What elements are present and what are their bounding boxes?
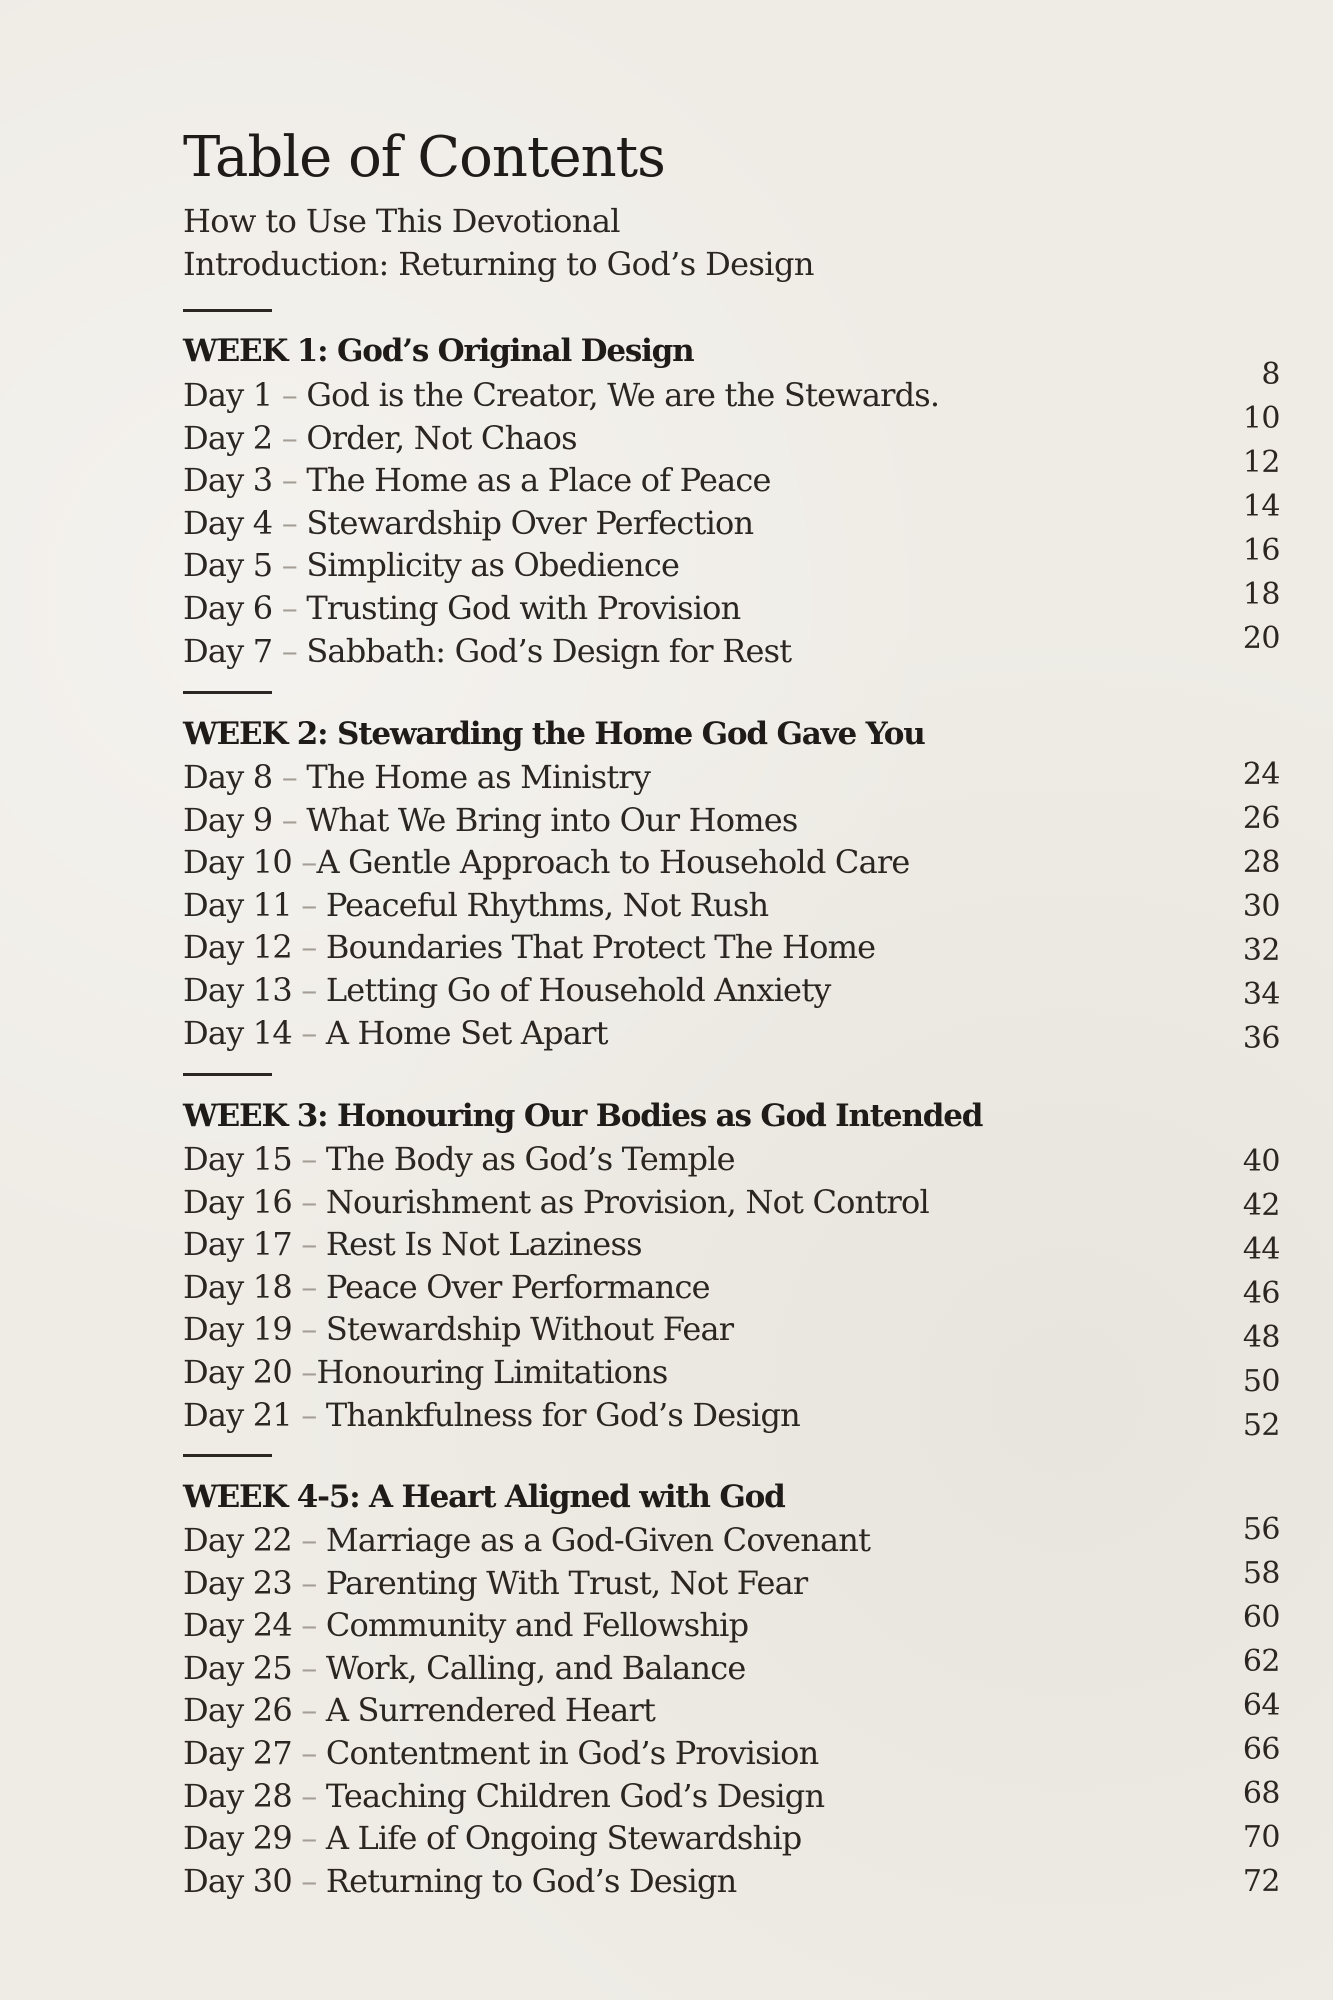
entry-title: Parenting With Trust, Not Fear	[325, 1563, 808, 1602]
day-number: Day 4	[183, 503, 273, 542]
entry-title: Peace Over Performance	[325, 1267, 710, 1306]
page-number[interactable]: 50	[1242, 1364, 1280, 1399]
entry-title: Stewardship Over Perfection	[306, 503, 754, 542]
entry-title: Trusting God with Provision	[306, 589, 741, 627]
week-divider	[183, 1073, 272, 1076]
page-number[interactable]: 18	[1242, 577, 1280, 612]
day-number: Day 2	[183, 418, 273, 457]
dash-separator: –	[272, 461, 307, 500]
entry-title: The Home as Ministry	[306, 758, 651, 796]
entry-title: A Life of Ongoing Stewardship	[325, 1819, 802, 1858]
entry-title: Work, Calling, and Balance	[325, 1648, 746, 1687]
week-heading: WEEK 4-5: A Heart Aligned with God	[183, 1479, 785, 1515]
day-number: Day 27	[183, 1734, 292, 1772]
dash-separator: –	[291, 1606, 326, 1645]
page-number[interactable]: 28	[1242, 845, 1280, 880]
page-number[interactable]: 42	[1242, 1188, 1280, 1223]
page-number[interactable]: 12	[1242, 445, 1280, 480]
entry-title: Peaceful Rhythms, Not Rush	[325, 885, 769, 924]
day-number: Day 10	[183, 843, 292, 882]
entry-title: Honouring Limitations	[316, 1353, 668, 1391]
dash-separator: –	[291, 1648, 326, 1687]
entry-title: Simplicity as Obedience	[306, 546, 680, 585]
entry-title: Boundaries That Protect The Home	[325, 928, 876, 967]
dash-separator: –	[272, 800, 307, 839]
day-number: Day 21	[183, 1395, 292, 1434]
dash-separator: –	[291, 1353, 317, 1391]
dash-separator: –	[272, 376, 307, 414]
toc-entry[interactable]	[183, 1819, 801, 1857]
dash-separator: –	[291, 1691, 326, 1730]
toc-entry[interactable]	[183, 1649, 746, 1687]
page-number[interactable]: 58	[1242, 1556, 1280, 1591]
page-number[interactable]: 56	[1242, 1512, 1280, 1547]
page-number[interactable]: 34	[1242, 977, 1280, 1012]
toc-entry[interactable]	[183, 1691, 655, 1729]
entry-title: Thankfulness for God’s Design	[325, 1395, 800, 1434]
week-heading: WEEK 1: God’s Original Design	[183, 333, 694, 369]
toc-entry[interactable]	[183, 1862, 737, 1900]
toc-entry[interactable]	[183, 1310, 733, 1348]
day-number: Day 3	[183, 461, 273, 500]
toc-entry[interactable]	[183, 843, 910, 881]
entry-title: A Home Set Apart	[325, 1013, 608, 1052]
dash-separator: –	[291, 1140, 326, 1178]
day-number: Day 18	[183, 1267, 292, 1306]
toc-entry[interactable]	[183, 632, 791, 670]
dash-separator: –	[291, 843, 317, 882]
day-number: Day 11	[183, 885, 292, 924]
entry-title: A Gentle Approach to Household Care	[316, 843, 910, 882]
day-number: Day 29	[183, 1819, 292, 1858]
entry-title: God is the Creator, We are the Stewards.	[306, 376, 940, 414]
page-number[interactable]: 14	[1242, 489, 1280, 524]
toc-entry[interactable]	[183, 1521, 870, 1559]
entry-title: Teaching Children God’s Design	[325, 1776, 825, 1815]
entry-title: The Home as a Place of Peace	[306, 461, 771, 500]
dash-separator: –	[272, 503, 307, 542]
page-number[interactable]: 66	[1242, 1732, 1280, 1767]
entry-title: Letting Go of Household Anxiety	[325, 971, 831, 1009]
toc-entry[interactable]	[183, 1734, 818, 1772]
page-number[interactable]: 44	[1242, 1232, 1280, 1267]
page-number[interactable]: 60	[1242, 1600, 1280, 1635]
day-number: Day 13	[183, 971, 292, 1009]
day-number: Day 28	[183, 1776, 292, 1815]
toc-entry[interactable]	[183, 1606, 748, 1644]
entry-title: Returning to God’s Design	[325, 1861, 737, 1900]
entry-title: A Surrendered Heart	[325, 1691, 656, 1730]
dash-separator: –	[291, 1563, 326, 1602]
page-number[interactable]: 36	[1242, 1021, 1280, 1056]
toc-entry[interactable]	[183, 928, 875, 966]
entry-title: Order, Not Chaos	[306, 418, 577, 457]
week-divider	[183, 691, 272, 694]
toc-entry[interactable]	[183, 589, 740, 627]
entry-title: Contentment in God’s Provision	[325, 1734, 819, 1772]
day-number: Day 8	[183, 758, 273, 796]
day-number: Day 9	[183, 800, 273, 839]
dash-separator: –	[291, 885, 326, 924]
dash-separator: –	[291, 1267, 326, 1306]
page-title: Table of Contents	[183, 125, 665, 190]
page-number[interactable]: 20	[1242, 621, 1280, 656]
toc-entry[interactable]	[183, 1014, 608, 1052]
entry-title: The Body as God’s Temple	[325, 1140, 735, 1178]
toc-entry[interactable]	[183, 376, 939, 414]
page-number[interactable]: 24	[1242, 757, 1280, 792]
toc-entry[interactable]	[183, 1140, 735, 1178]
day-number: Day 5	[183, 546, 273, 585]
week-divider	[183, 1454, 272, 1457]
day-number: Day 14	[183, 1013, 292, 1052]
page-number[interactable]: 8	[1261, 357, 1280, 392]
day-number: Day 26	[183, 1691, 292, 1730]
day-number: Day 15	[183, 1140, 292, 1178]
page-number[interactable]: 40	[1242, 1144, 1280, 1179]
toc-entry[interactable]	[183, 461, 771, 499]
toc-entry[interactable]	[183, 1353, 668, 1391]
day-number: Day 12	[183, 928, 292, 967]
dash-separator: –	[291, 1395, 326, 1434]
toc-entry[interactable]	[183, 504, 753, 542]
day-number: Day 16	[183, 1182, 292, 1221]
page-number[interactable]: 72	[1242, 1864, 1280, 1899]
toc-entry[interactable]	[183, 1225, 642, 1263]
dash-separator: –	[291, 1310, 326, 1349]
entry-title: What We Bring into Our Homes	[306, 800, 798, 839]
dash-separator: –	[291, 971, 326, 1009]
toc-entry[interactable]	[183, 801, 798, 839]
toc-entry[interactable]	[183, 419, 577, 457]
day-number: Day 19	[183, 1310, 292, 1349]
entry-title: Rest Is Not Laziness	[325, 1225, 642, 1264]
toc-entry[interactable]	[183, 758, 650, 796]
dash-separator: –	[272, 631, 307, 670]
entry-title: Sabbath: God’s Design for Rest	[306, 631, 792, 670]
day-number: Day 25	[183, 1648, 292, 1687]
day-number: Day 30	[183, 1861, 292, 1900]
dash-separator: –	[291, 1521, 326, 1559]
page-number[interactable]: 70	[1242, 1820, 1280, 1855]
dash-separator: –	[291, 1013, 326, 1052]
entry-title: Community and Fellowship	[325, 1606, 749, 1645]
entry-title: Stewardship Without Fear	[325, 1310, 734, 1349]
toc-entry[interactable]	[183, 886, 768, 924]
toc-entry[interactable]	[183, 1777, 824, 1815]
page-number[interactable]: 48	[1242, 1320, 1280, 1355]
page-number[interactable]: 10	[1242, 401, 1280, 436]
dash-separator: –	[291, 1225, 326, 1264]
day-number: Day 17	[183, 1225, 292, 1264]
toc-entry[interactable]	[183, 971, 831, 1009]
toc-entry[interactable]	[183, 546, 679, 584]
page-number[interactable]: 30	[1242, 889, 1280, 924]
page-number[interactable]: 32	[1242, 933, 1280, 968]
page-number[interactable]: 62	[1242, 1644, 1280, 1679]
front-matter-item[interactable]: How to Use This Devotional	[183, 202, 620, 240]
front-matter-item[interactable]: Introduction: Returning to God’s Design	[183, 245, 814, 283]
day-number: Day 24	[183, 1606, 292, 1645]
page-number[interactable]: 26	[1242, 801, 1280, 836]
dash-separator: –	[272, 418, 307, 457]
day-number: Day 1	[183, 376, 273, 414]
dash-separator: –	[291, 1734, 326, 1772]
dash-separator: –	[291, 1776, 326, 1815]
entry-title: Nourishment as Provision, Not Control	[325, 1182, 929, 1221]
day-number: Day 7	[183, 631, 273, 670]
toc-entry[interactable]	[183, 1564, 807, 1602]
page-number[interactable]: 68	[1242, 1776, 1280, 1811]
week-heading: WEEK 3: Honouring Our Bodies as God Intended	[183, 1098, 983, 1134]
dash-separator: –	[291, 928, 326, 967]
dash-separator: –	[291, 1819, 326, 1858]
week-divider	[183, 309, 272, 312]
entry-title: Marriage as a God-Given Covenant	[325, 1521, 871, 1559]
toc-entry[interactable]	[183, 1183, 929, 1221]
day-number: Day 22	[183, 1521, 292, 1559]
day-number: Day 6	[183, 589, 273, 627]
page-number[interactable]: 52	[1242, 1408, 1280, 1443]
toc-entry[interactable]	[183, 1268, 710, 1306]
toc-entry[interactable]	[183, 1396, 800, 1434]
dash-separator: –	[272, 589, 307, 627]
page-number[interactable]: 64	[1242, 1688, 1280, 1723]
page-number[interactable]: 46	[1242, 1276, 1280, 1311]
week-heading: WEEK 2: Stewarding the Home God Gave You	[183, 716, 925, 752]
dash-separator: –	[291, 1182, 326, 1221]
day-number: Day 23	[183, 1563, 292, 1602]
dash-separator: –	[272, 758, 307, 796]
dash-separator: –	[291, 1861, 326, 1900]
day-number: Day 20	[183, 1353, 292, 1391]
page-number[interactable]: 16	[1242, 533, 1280, 568]
dash-separator: –	[272, 546, 307, 585]
